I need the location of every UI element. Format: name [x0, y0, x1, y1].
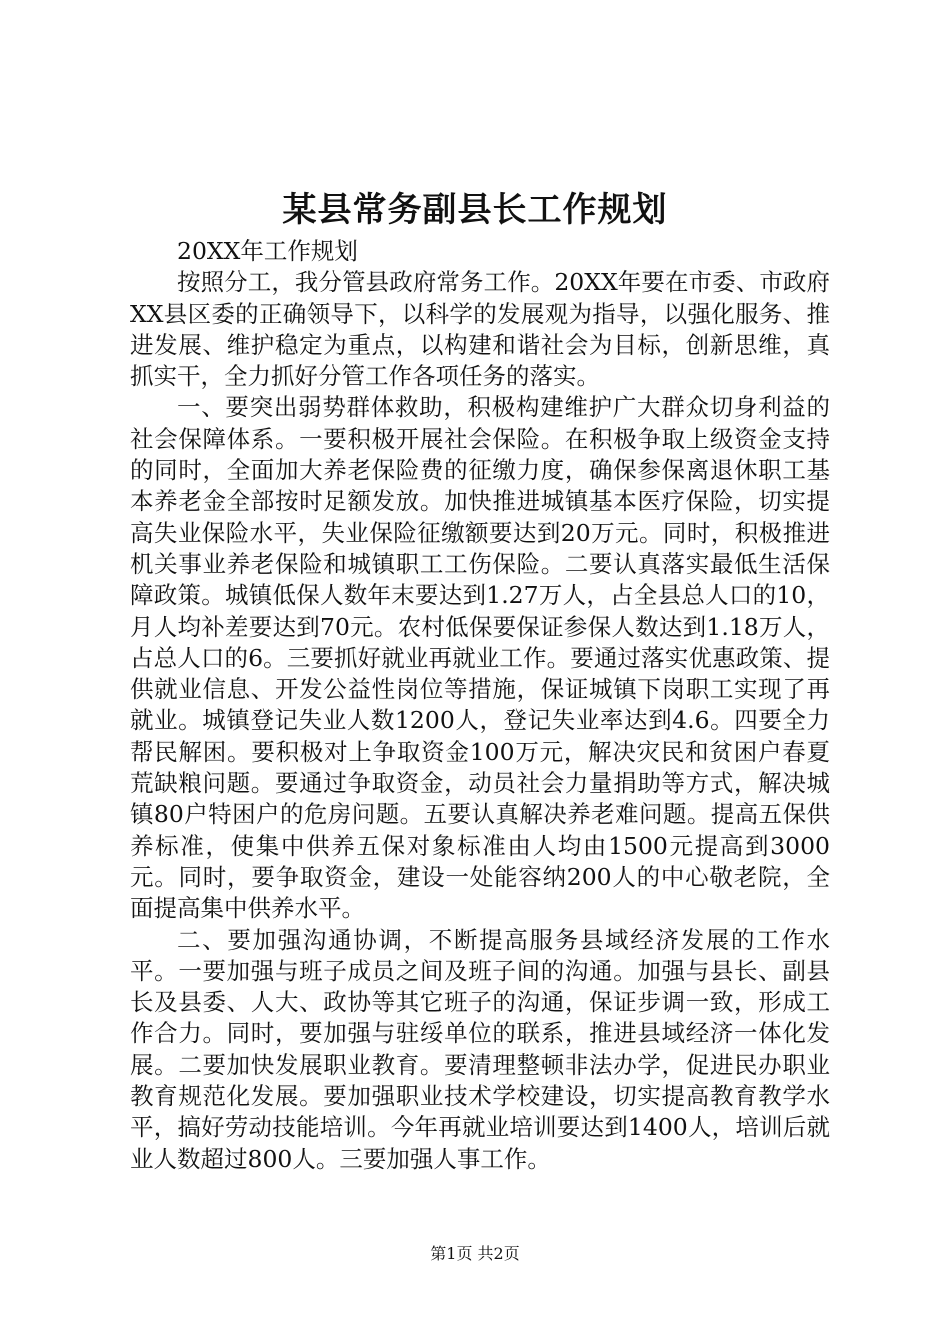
- document-subtitle: 20XX年工作规划: [177, 237, 358, 265]
- paragraph-intro: 按照分工，我分管县政府常务工作。20XX年要在市委、市政府XX县区委的正确领导下，以科学的发展观为指导，以强化服务、推进发展、维护稳定为重点，以构建和谐社会为目标，创新思维，真抓实干，全力抓好分管工作各项任务的落实。: [130, 268, 830, 391]
- document-body: [130, 236, 830, 1175]
- page-footer: 第1页 共2页: [430, 1244, 520, 1263]
- document-title: 某县常务副县长工作规划: [282, 190, 668, 230]
- paragraph-section-1: 一、要突出弱势群体救助，积极构建维护广大群众切身利益的社会保障体系。一要积极开展社会保险。在积极争取上级资金支持的同时，全面加大养老保险费的征缴力度，确保参保离退休职工基本养老金全部按时足额发放。加快推进城镇基本医疗保险，切实提高失业保险水平，失业保险征缴额要达到20万元。同时，积极推进机关事业养老保险和城镇职工工伤保险。二要认真落实最低生活保障政策。城镇低保人数年末要达到1.27万人，占全县总人口的10，月人均补差要达到70元。农村低保要保证参保人数达到1.18万人，占总人口的6。三要抓好就业再就业工作。要通过落实优惠政策、提供就业信息、开发公益性岗位等措施，保证城镇下岗职工实现了再就业。城镇登记失业人数1200人，登记失业率达到4.6。四要全力帮民解困。要积极对上争取资金100万元，解决灾民和贫困户春夏荒缺粮问题。要通过争取资金，动员社会力量捐助等方式，解决城镇80户特困户的危房问题。五要认真解决养老难问题。提高五保供养标准，使集中供养五保对象标准由人均由1500元提高到3000元。同时，要争取资金，建设一处能容纳200人的中心敬老院，全面提高集中供养水平。: [130, 393, 830, 923]
- paragraph-section-2: 二、要加强沟通协调，不断提高服务县域经济发展的工作水平。一要加强与班子成员之间及班子间的沟通。加强与县长、副县长及县委、人大、政协等其它班子的沟通，保证步调一致，形成工作合力。同时，要加强与驻绥单位的联系，推进县域经济一体化发展。二要加快发展职业教育。要清理整顿非法办学，促进民办职业教育规范化发展。要加强职业技术学校建设，切实提高教育教学水平，搞好劳动技能培训。今年再就业培训要达到1400人，培训后就业人数超过800人。三要加强人事工作。: [130, 925, 830, 1173]
